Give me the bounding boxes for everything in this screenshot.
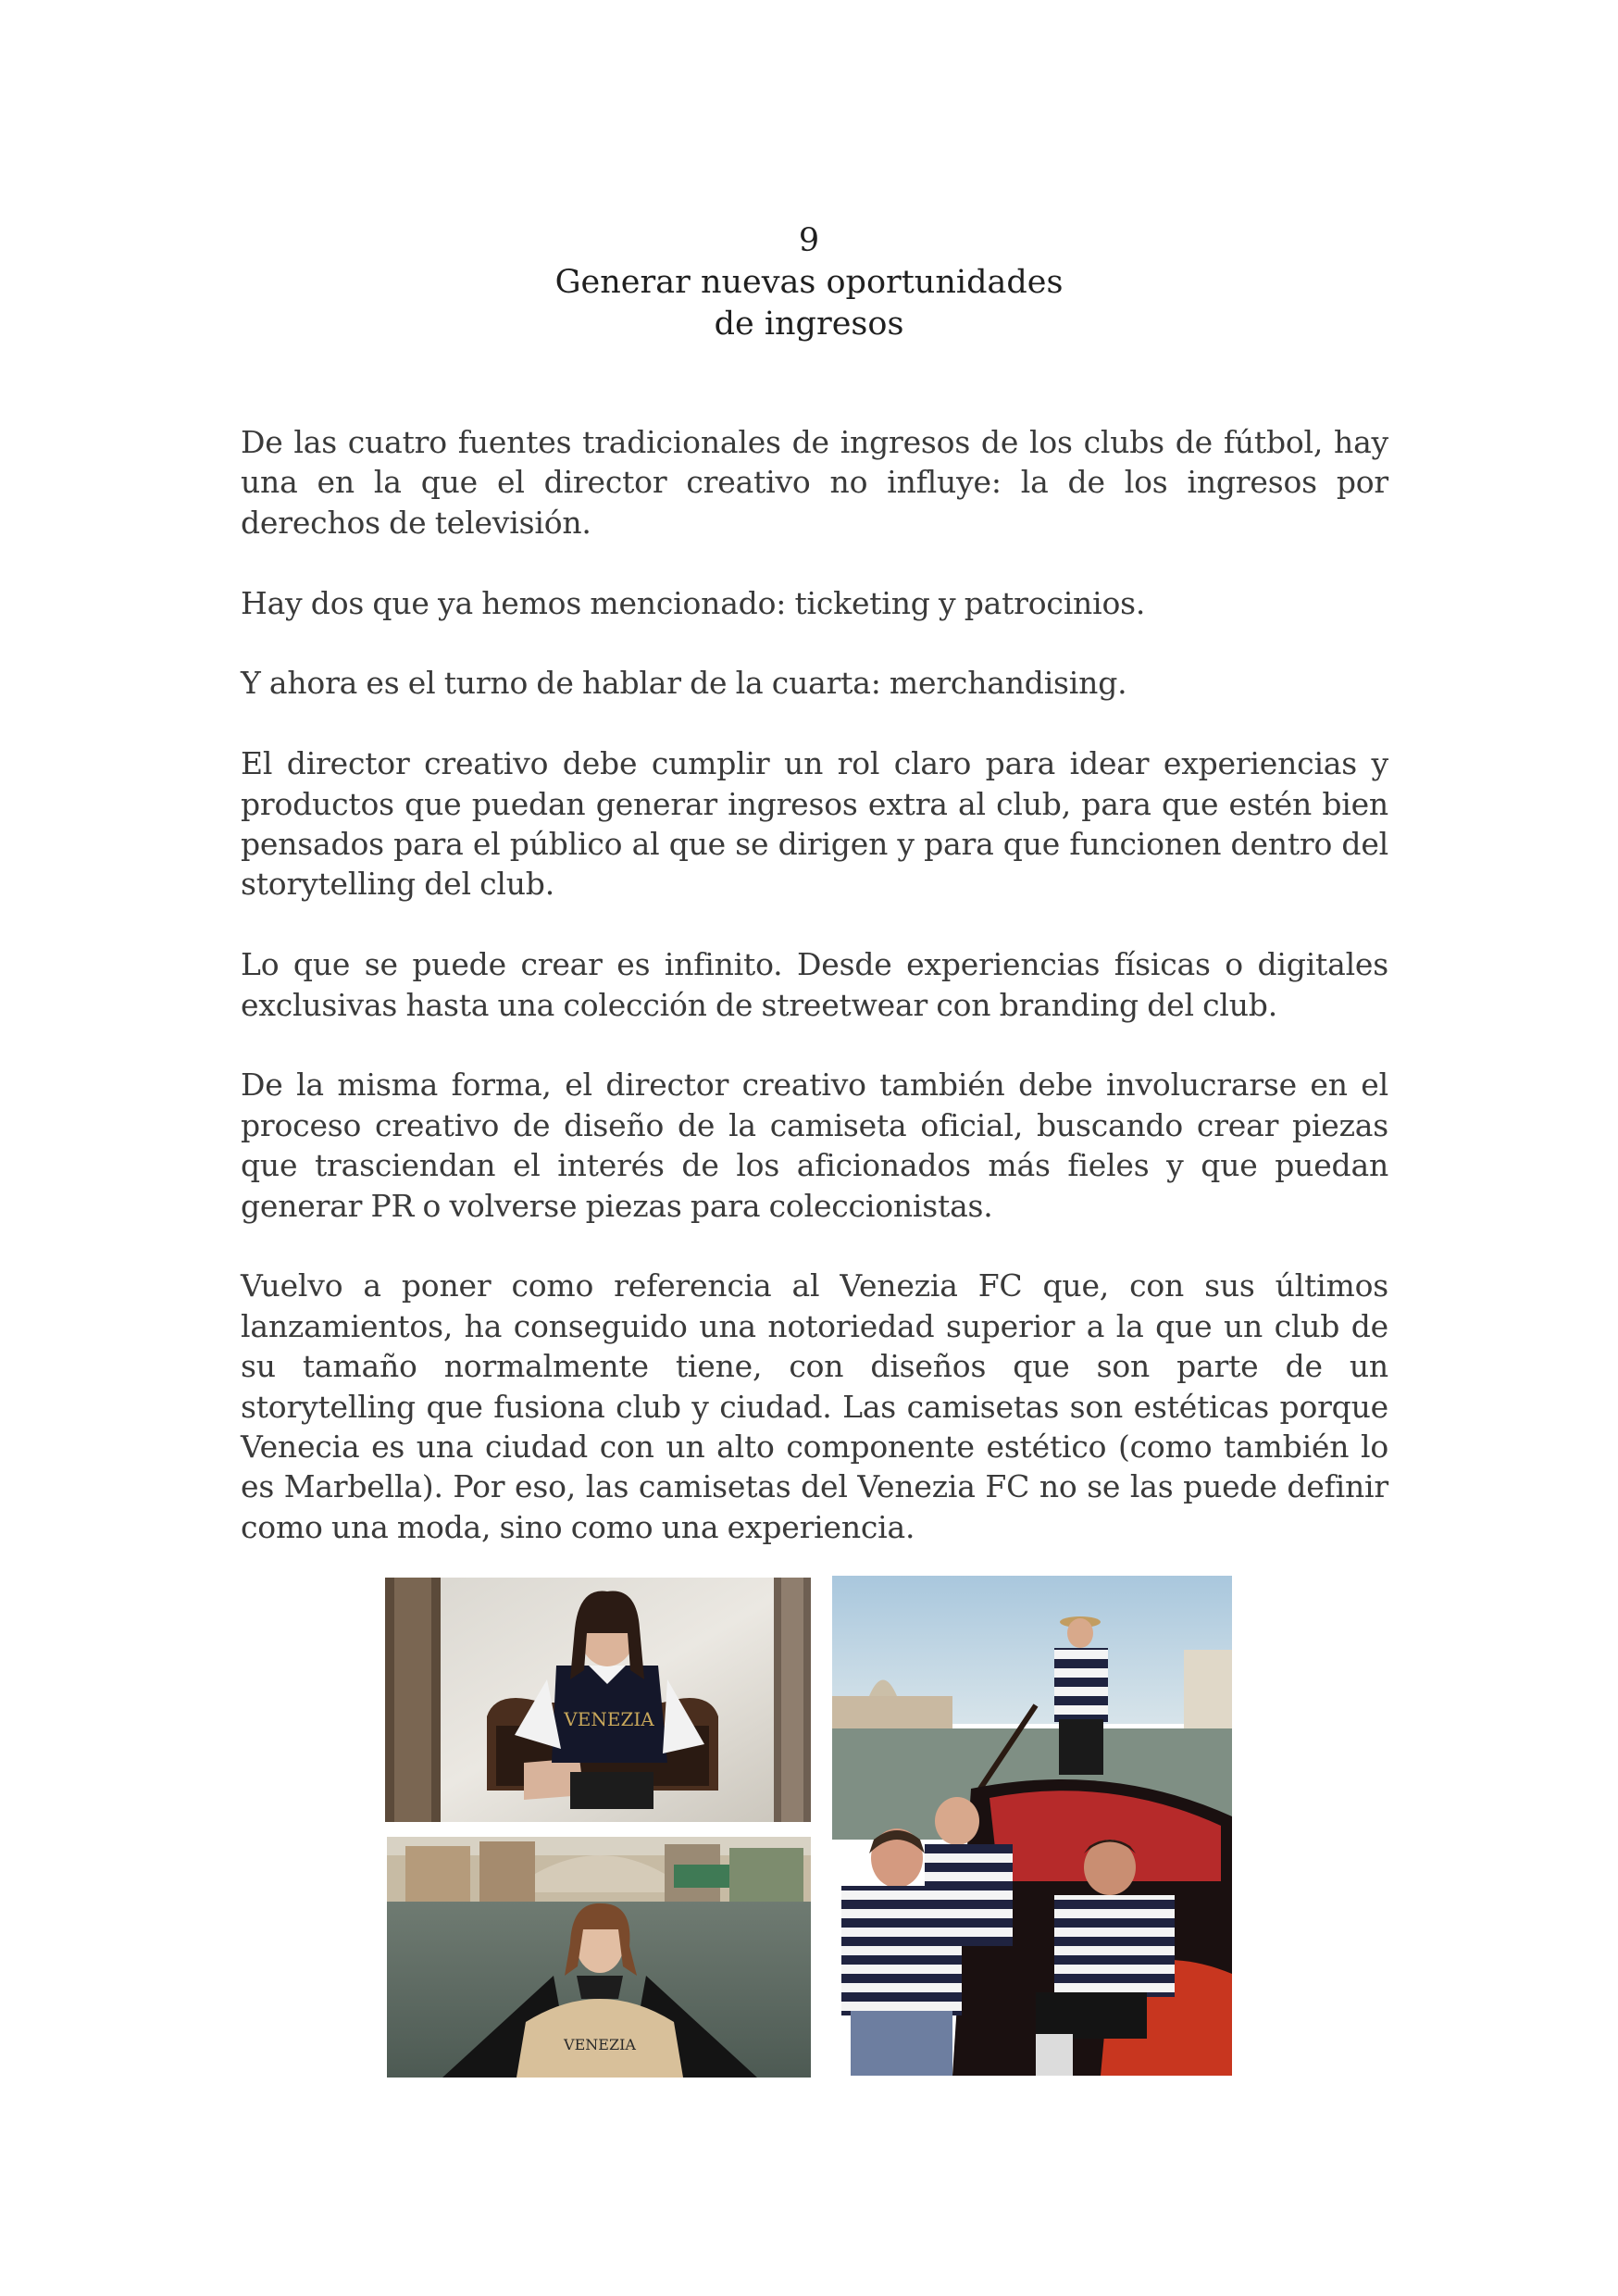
jersey-text: VENEZIA: [564, 2036, 636, 2053]
photo-woman-gondola-illustration: [387, 1837, 811, 2078]
chapter-title-line-2: de ingresos: [714, 306, 904, 343]
paragraph: Vuelvo a poner como referencia al Venezia FC que, con sus últimos lanzamientos, ha conseguido una notoriedad superior a la que un club de su tamaño normalmente tiene, con diseños que son parte de un storytelling que fusiona club y ciudad. Las camisetas son estéticas porque Venecia es una ciudad con un alto componente estético (como también lo es Marbella). Por eso, las camisetas del Venezia FC no se las puede definir como una moda, sino como una experiencia.: [241, 1267, 1388, 1545]
paragraph: De las cuatro fuentes tradicionales de ingresos de los clubs de fútbol, hay una en la que el director creativo no influye: la de los ingresos por derechos de televisión.: [241, 424, 1388, 541]
photo-gondola-striped-jerseys: [832, 1576, 1232, 2076]
paragraph: El director creativo debe cumplir un rol claro para idear experiencias y productos que puedan generar ingresos extra al club, para que estén bien pensados para el público al que se dirigen y para que funcionen dentro del storytelling del club.: [241, 745, 1388, 903]
photo-gondola-illustration: [832, 1576, 1232, 2076]
chapter-title-line-1: Generar nuevas oportunidades: [554, 264, 1064, 301]
chapter-header: [0, 220, 1618, 345]
photo-woman-gondola-canal: [387, 1837, 811, 2078]
chapter-number: 9: [798, 222, 820, 259]
body-text: [241, 422, 1388, 1547]
paragraph: Hay dos que ya hemos mencionado: ticketing y patrocinios.: [241, 584, 1146, 621]
photo-woman-armchair-illustration: [385, 1578, 811, 1822]
paragraph: Lo que se puede crear es infinito. Desde experiencias físicas o digitales exclusivas hasta una colección de streetwear con branding del club.: [241, 946, 1388, 1023]
photo-woman-armchair-jersey: [385, 1578, 811, 1822]
paragraph: De la misma forma, el director creativo también debe involucrarse en el proceso creativo de diseño de la camiseta oficial, buscando crear piezas que trasciendan el interés de los aficionados más fieles y que puedan generar PR o volverse piezas para coleccionistas.: [241, 1067, 1388, 1224]
jersey-text: VENEZIA: [564, 1708, 654, 1730]
paragraph: Y ahora es el turno de hablar de la cuarta: merchandising.: [241, 665, 1127, 702]
